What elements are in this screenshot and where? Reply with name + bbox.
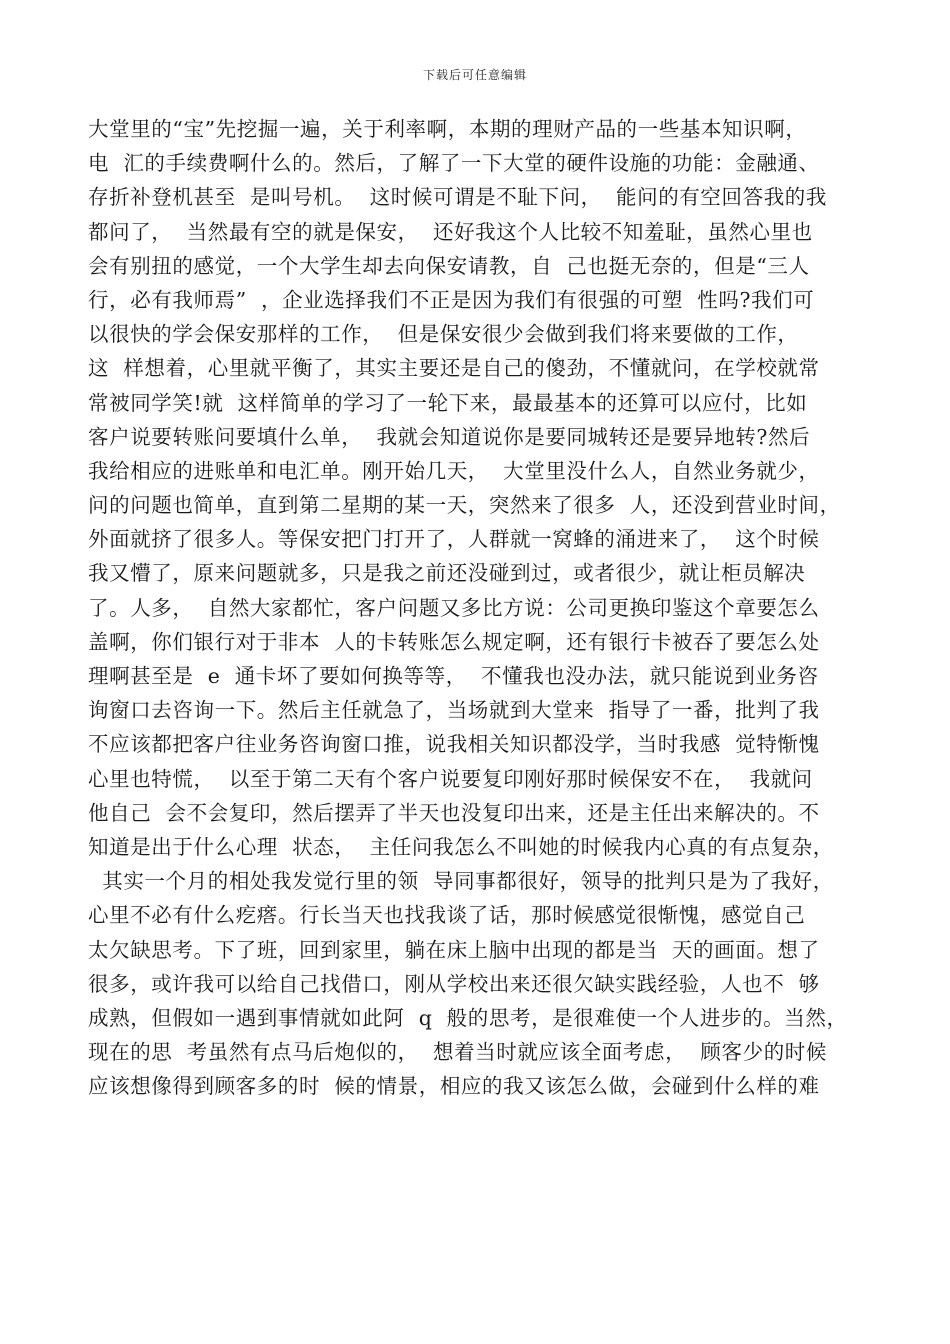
text-line: 这 样想着，心里就平衡了，其实主要还是自己的傻劲，不懂就问，在学校就常	[88, 356, 820, 381]
text-line: 外面就挤了很多人。等保安把门打开了，人群就一窝蜂的涌进来了， 这个时候	[88, 527, 820, 552]
text-line: 理啊甚至是 e 通卡坏了要如何换等等， 不懂我也没办法，就只能说到业务咨	[88, 664, 819, 688]
text-line: 心里也特慌， 以至于第二天有个客户说要复印刚好那时候保安不在， 我就问	[88, 766, 813, 791]
text-line: 很多，或许我可以给自己找借口，刚从学校出来还很欠缺实践经验，人也不 够	[88, 971, 820, 996]
text-line: 以很快的学会保安那样的工作， 但是保安很少会做到我们将来要做的工作，	[88, 322, 799, 347]
body-text	[88, 112, 868, 1103]
text-line: 太欠缺思考。下了班，回到家里，躺在床上脑中出现的都是当 天的画面。想了	[88, 937, 820, 962]
text-line: 行，必有我师焉” ，企业选择我们不正是因为我们有很强的可塑 性吗?我们可	[88, 287, 815, 312]
text-line: 心里不必有什么疙瘩。行长当天也找我谈了话，那时候感觉很惭愧，感觉自己	[88, 903, 806, 928]
text-line: 问的问题也简单，直到第二星期的某一天，突然来了很多 人，还没到营业时间，	[88, 493, 841, 518]
text-line: 现在的思 考虽然有点马后炮似的， 想着当时就应该全面考虑， 顾客少的时候	[88, 1040, 827, 1065]
text-line: 盖啊，你们银行对于非本 人的卡转账怎么规定啊，还有银行卡被吞了要怎么处	[88, 629, 820, 654]
text-line: 大堂里的“宝”先挖掘一遍，关于利率啊，本期的理财产品的一些基本知识啊，	[88, 117, 807, 141]
text-line: 我又懵了，原来问题就多，只是我之前还没碰到过，或者很少，就让柜员解决	[88, 561, 806, 586]
text-line: 电 汇的手续费啊什么的。然后，了解了一下大堂的硬件设施的功能：金融通、	[88, 151, 820, 176]
text-line: 其实一个月的相处我发觉行里的领 导同事都很好，领导的批判只是为了我好，	[88, 869, 834, 894]
text-line: 知道是出于什么心理 状态， 主任问我怎么不叫她的时候我内心真的有点复杂，	[88, 834, 834, 859]
text-line: 会有别扭的感觉，一个大学生却去向保安请教，自 己也挺无奈的，但是“三人	[88, 253, 810, 278]
text-line: 都问了， 当然最有空的就是保安， 还好我这个人比较不知羞耻，虽然心里也	[88, 219, 813, 244]
text-line: 了。人多， 自然大家都忙，客户问题又多比方说：公司更换印鉴这个章要怎么	[88, 595, 820, 620]
text-line: 常被同学笑!就 这样简单的学习了一轮下来，最最基本的还算可以应付，比如	[88, 390, 808, 415]
text-line: 不应该都把客户往业务咨询窗口推，说我相关知识都没学，当时我感 觉特惭愧	[88, 732, 820, 757]
text-line: 我给相应的进账单和电汇单。刚开始几天， 大堂里没什么人，自然业务就少，	[88, 458, 820, 483]
text-line: 成熟，但假如一遇到事情就如此阿 q 般的思考，是很难使一个人进步的。当然，	[88, 1005, 848, 1030]
text-line: 询窗口去咨询一下。然后主任就急了，当场就到大堂来 指导了一番，批判了我	[88, 698, 820, 723]
text-line: 存折补登机甚至 是叫号机。 这时候可谓是不耻下问， 能问的有空回答我的我	[88, 185, 827, 210]
text-line: 客户说要转账问要填什么单， 我就会知道说你是要同城转还是要异地转?然后	[88, 424, 811, 449]
page-header-note: 下载后可任意编辑	[422, 68, 527, 82]
text-line: 他自己 会不会复印，然后摆弄了半天也没复印出来，还是主任出来解决的。不	[88, 800, 820, 825]
text-line: 应该想像得到顾客多的时 候的情景，相应的我又该怎么做，会碰到什么样的难	[88, 1074, 820, 1099]
